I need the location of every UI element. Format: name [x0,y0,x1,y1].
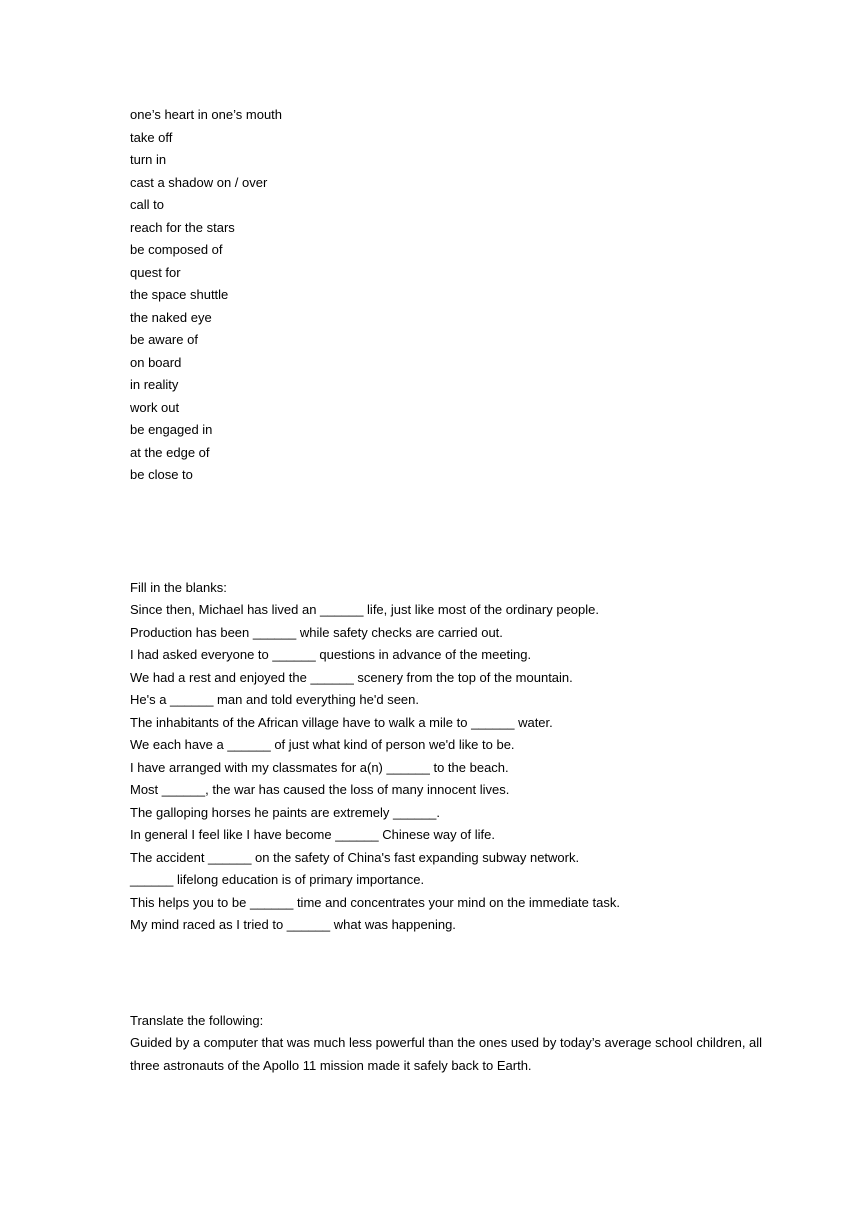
phrase-item: be composed of [130,242,223,257]
blank-sentence: This helps you to be ______ time and concentrates your mind on the immediate task. [130,894,620,910]
phrase-item: in reality [130,377,179,392]
blank-sentence: I have arranged with my classmates for a(n) ______ to the beach. [130,759,509,775]
blank-sentence: The inhabitants of the African village have to walk a mile to ______ water. [130,714,553,730]
phrase-item: reach for the stars [130,219,235,235]
blank-sentence: The galloping horses he paints are extremely ______. [130,804,441,820]
phrase-item: the space shuttle [130,287,229,302]
blank-sentence: I had asked everyone to ______ questions in advance of the meeting. [130,647,532,662]
phrase-item: the naked eye [130,309,212,325]
blank-sentence: ______ lifelong education is of primary importance. [130,872,425,887]
phrase-list [130,104,770,487]
phrase-item: on board [130,354,182,370]
blank-sentence: Since then, Michael has lived an ______ life, just like most of the ordinary people. [130,602,599,617]
phrase-item: one’s heart in one’s mouth [130,107,283,122]
section-heading: Translate the following: [130,1012,264,1028]
section-heading: Fill in the blanks: [130,579,227,595]
phrase-item: quest for [130,264,181,280]
blank-sentence: In general I feel like I have become ______ Chinese way of life. [130,827,495,842]
blank-sentence: Most ______, the war has caused the loss of many innocent lives. [130,782,510,797]
phrase-item: be aware of [130,332,198,347]
blank-sentence: My mind raced as I tried to ______ what was happening. [130,917,456,932]
blank-sentence: The accident ______ on the safety of China's fast expanding subway network. [130,849,580,865]
fill-in-blanks-section [130,577,770,937]
phrase-item: at the edge of [130,444,210,460]
blank-sentence: We each have a ______ of just what kind of person we'd like to be. [130,737,515,752]
translation-section [130,1010,770,1078]
phrase-item: be engaged in [130,422,213,437]
phrase-item: cast a shadow on / over [130,174,268,190]
phrase-item: work out [130,399,180,415]
phrase-item: take off [130,129,173,145]
phrase-item: be close to [130,467,193,482]
phrase-item: turn in [130,152,167,167]
blank-sentence: We had a rest and enjoyed the ______ scenery from the top of the mountain. [130,669,573,685]
phrase-item: call to [130,197,164,212]
blank-sentence: Production has been ______ while safety checks are carried out. [130,624,503,640]
translation-passage: Guided by a computer that was much less powerful than the ones used by today’s average school children, all three astronauts of the Apollo 11 mission made it safely back to Earth. [130,1035,763,1073]
blank-sentence: He's a ______ man and told everything he'd seen. [130,692,419,707]
document-page [130,104,770,1077]
